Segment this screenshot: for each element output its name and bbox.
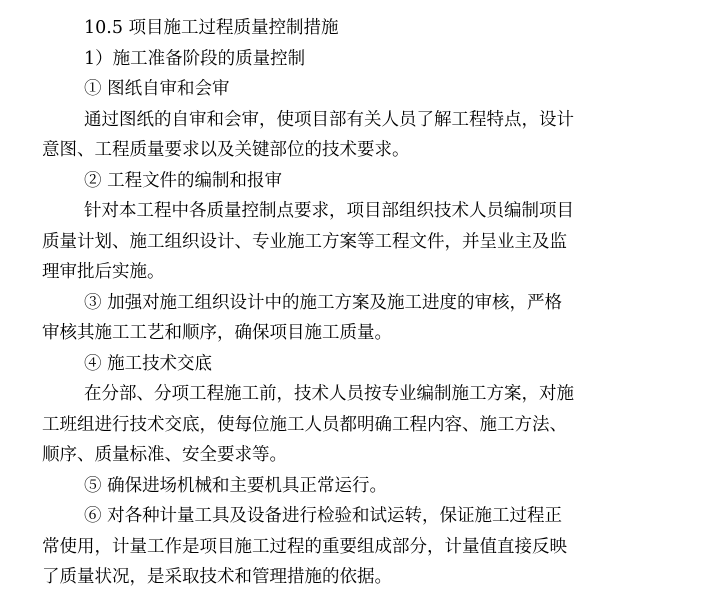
item-4-heading: ④ 施工技术交底 xyxy=(84,353,213,374)
item-2-heading: ② 工程文件的编制和报审 xyxy=(84,170,283,191)
item-3-heading: ③ 加强对施工组织设计中的施工方案及施工进度的审核，严格 xyxy=(84,292,563,313)
item-2-body-line-1: 针对本工程中各质量控制点要求，项目部组织技术人员编制项目 xyxy=(84,201,574,221)
item-2-body-line-2: 质量计划、施工组织设计、专业施工方案等工程文件，并呈业主及监 xyxy=(42,231,567,252)
item-6-heading: ⑥ 对各种计量工具及设备进行检验和试运转，保证施工过程正 xyxy=(84,506,563,526)
item-1-heading: ① 图纸自审和会审 xyxy=(84,79,230,99)
subsection-title: 1）施工准备阶段的质量控制 xyxy=(84,48,306,69)
item-6-continuation-line-2: 了质量状况，是采取技术和管理措施的依据。 xyxy=(42,567,392,587)
item-4-body-line-1: 在分部、分项工程施工前，技术人员按专业编制施工方案，对施 xyxy=(84,384,574,404)
item-6-continuation-line-1: 常使用，计量工作是项目施工过程的重要组成部分，计量值直接反映 xyxy=(42,536,567,557)
item-4-body-line-2: 工班组进行技术交底，使每位施工人员都明确工程内容、施工方法、 xyxy=(42,414,567,435)
item-2-body-line-3: 理审批后实施。 xyxy=(42,262,165,282)
item-5-heading: ⑤ 确保进场机械和主要机具正常运行。 xyxy=(84,475,388,496)
item-1-body-line-2: 意图、工程质量要求以及关键部位的技术要求。 xyxy=(42,140,410,160)
section-title: 10.5 项目施工过程质量控制措施 xyxy=(84,18,339,38)
item-1-body-line-1: 通过图纸的自审和会审，使项目部有关人员了解工程特点，设计 xyxy=(84,109,574,130)
item-3-heading-continuation: 审核其施工工艺和顺序，确保项目施工质量。 xyxy=(42,323,392,343)
item-4-body-line-3: 顺序、质量标准、安全要求等。 xyxy=(42,445,287,465)
